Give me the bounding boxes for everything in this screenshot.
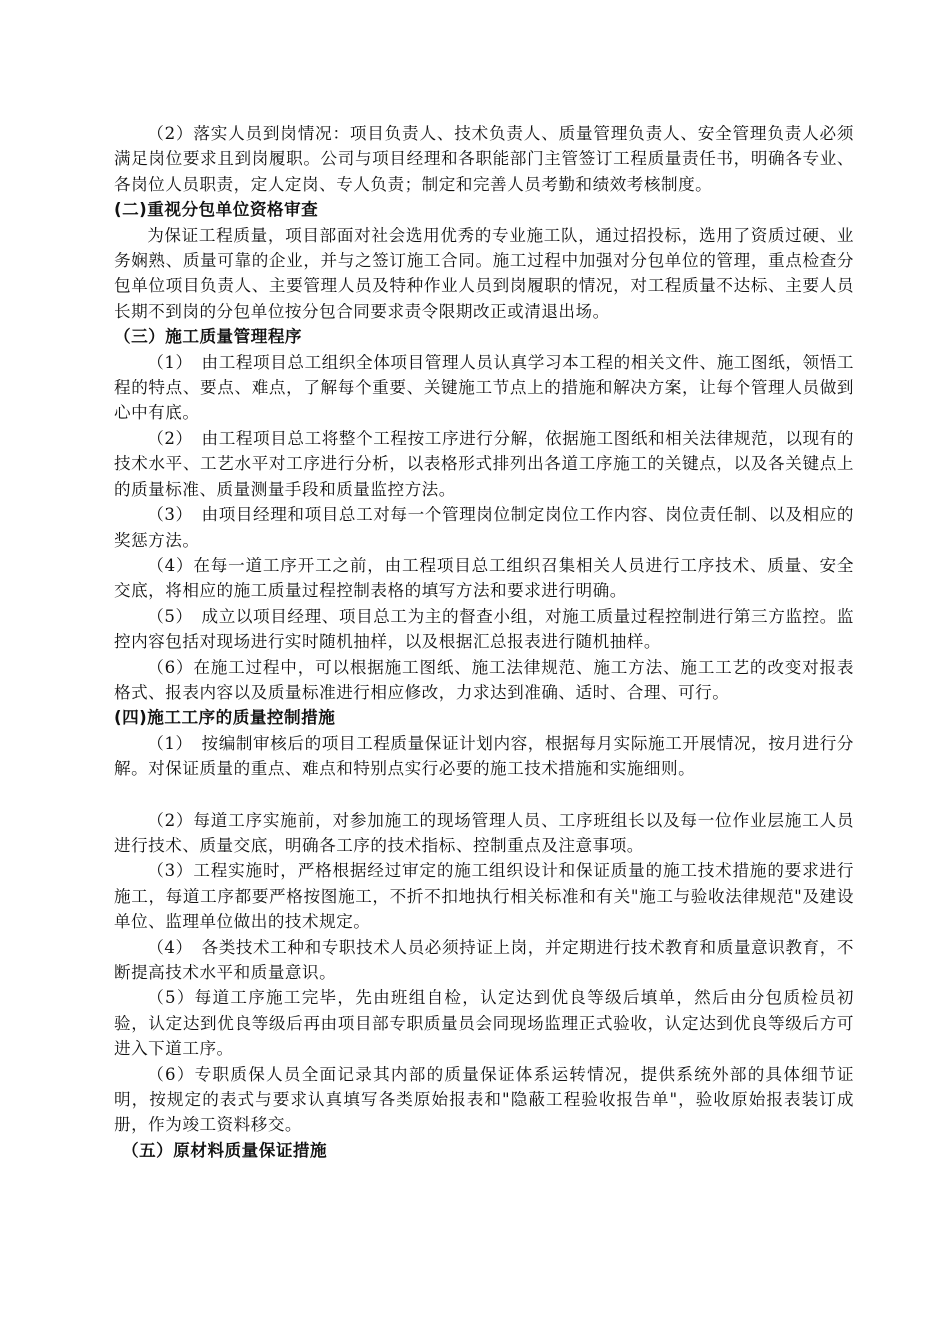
paragraph-procedure-1: （1） 由工程项目总工组织全体项目管理人员认真学习本工程的相关文件、施工图纸，领悟工程的特点、要点、难点，了解每个重要、关键施工节点上的措施和解决方案，让每个管理人员做到心中有底。	[114, 352, 854, 423]
paragraph-control-2: （2）每道工序实施前，对参加施工的现场管理人员、工序班组长以及每一位作业层施工人员进行技术、质量交底，明确各工序的技术指标、控制重点及注意事项。	[114, 810, 854, 855]
paragraph-procedure-2: （2） 由工程项目总工将整个工程按工序进行分解，依据施工图纸和相关法律规范，以现有的技术水平、工艺水平对工序进行分析，以表格形式排列出各道工序施工的关键点，以及各关键点上的质量标准、质量测量手段和质量监控方法。	[114, 428, 854, 499]
paragraph-procedure-5: （5） 成立以项目经理、项目总工为主的督查小组，对施工质量过程控制进行第三方监控。监控内容包括对现场进行实时随机抽样，以及根据汇总报表进行随机抽样。	[114, 606, 854, 652]
heading-quality-procedure: （三）施工质量管理程序	[114, 327, 303, 347]
paragraph-procedure-4: （4）在每一道工序开工之前，由工程项目总工组织召集相关人员进行工序技术、质量、安全交底，将相应的施工质量过程控制表格的填写方法和要求进行明确。	[114, 555, 854, 601]
paragraph-control-5: （5）每道工序施工完毕，先由班组自检，认定达到优良等级后填单，然后由分包质检员初验，认定达到优良等级后再由项目部专职质量员会同现场监理正式验收，认定达到优良等级后方可进入下道工序。	[114, 988, 854, 1059]
paragraph-procedure-3: （3） 由项目经理和项目总工对每一个管理岗位制定岗位工作内容、岗位责任制、以及相应的奖惩方法。	[114, 505, 854, 550]
paragraph-staffing: （2）落实人员到岗情况：项目负责人、技术负责人、质量管理负责人、安全管理负责人必须满足岗位要求且到岗履职。公司与项目经理和各职能部门主管签订工程质量责任书，明确各专业、各岗位人员职责，定人定岗、专人负责；制定和完善人员考勤和绩效考核制度。	[114, 124, 854, 194]
document-page	[114, 121, 854, 1163]
paragraph-procedure-6: （6）在施工过程中，可以根据施工图纸、施工法律规范、施工方法、施工工艺的改变对报表格式、报表内容以及质量标准进行相应修改，力求达到准确、适时、合理、可行。	[114, 657, 854, 702]
heading-material-quality: （五）原材料质量保证措施	[122, 1140, 328, 1160]
paragraph-control-6: （6）专职质保人员全面记录其内部的质量保证体系运转情况，提供系统外部的具体细节证明，按规定的表式与要求认真填写各类原始报表和"隐蔽工程验收报告单"，验收原始报表装订成册，作为竣工资料移交。	[114, 1064, 854, 1135]
heading-subcontractor-review: (二)重视分包单位资格审查	[114, 200, 319, 220]
paragraph-control-1: （1） 按编制审核后的项目工程质量保证计划内容，根据每月实际施工开展情况，按月进行分解。对保证质量的重点、难点和特别点实行必要的施工技术措施和实施细则。	[114, 733, 854, 779]
paragraph-subcontractor: 为保证工程质量，项目部面对社会选用优秀的专业施工队，通过招投标，选用了资质过硬、业务娴熟、质量可靠的企业，并与之签订施工合同。施工过程中加强对分包单位的管理，重点检查分包单位项目负责人、主要管理人员及特种作业人员到岗履职的情况，对工程质量不达标、主要人员长期不到岗的分包单位按分包合同要求责令限期改正或清退出场。	[114, 225, 854, 321]
blank-line	[114, 782, 854, 808]
heading-process-control: (四)施工工序的质量控制措施	[114, 708, 336, 728]
paragraph-control-3: （3）工程实施时，严格根据经过审定的施工组织设计和保证质量的施工技术措施的要求进行施工，每道工序都要严格按图施工，不折不扣地执行相关标准和有关"施工与验收法律规范"及建设单位、监理单位做出的技术规定。	[114, 861, 854, 932]
paragraph-control-4: （4） 各类技术工种和专职技术人员必须持证上岗，并定期进行技术教育和质量意识教育，不断提高技术水平和质量意识。	[114, 937, 854, 982]
